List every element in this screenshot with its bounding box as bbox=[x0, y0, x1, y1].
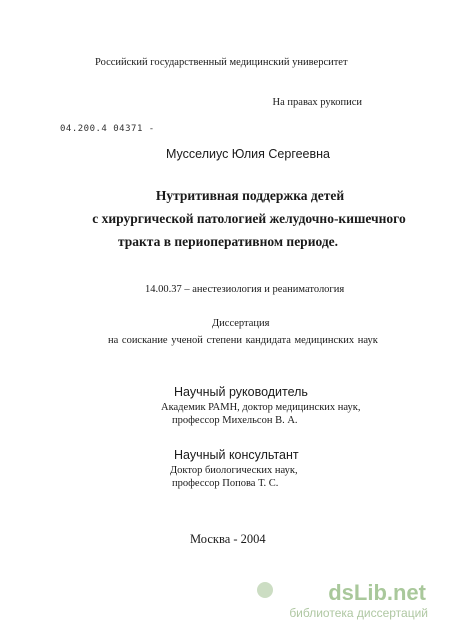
supervisor-credentials: Академик РАМН, доктор медицинских наук, bbox=[161, 402, 361, 413]
watermark-logo-text: dsLib.net bbox=[328, 580, 426, 605]
watermark-subtitle: библиотека диссертаций bbox=[289, 606, 428, 620]
title-line-2: с хирургической патологией желудочно-кишечного bbox=[92, 211, 406, 226]
consultant-credentials: Доктор биологических наук, bbox=[170, 465, 298, 476]
title-line-3: тракта в периоперативном периоде. bbox=[117, 234, 339, 249]
title-line-1: Нутритивная поддержка детей bbox=[155, 188, 345, 203]
dissertation-type: Диссертация bbox=[212, 318, 270, 329]
watermark-logo-icon bbox=[257, 582, 273, 598]
supervisor-name: профессор Михельсон В. А. bbox=[172, 415, 298, 426]
city-year: Москва - 2004 bbox=[190, 532, 266, 546]
specialty-code: 14.00.37 – анестезиология и реаниматология bbox=[145, 284, 345, 295]
dissertation-purpose: на соискание ученой степени кандидата медицинских наук bbox=[108, 335, 378, 346]
manuscript-rights-note: На правах рукописи bbox=[272, 97, 362, 108]
consultant-name: профессор Попова Т. С. bbox=[172, 478, 279, 489]
archive-number-stamp: 04.200.4 04371 - bbox=[60, 124, 155, 134]
dslib-watermark bbox=[257, 580, 432, 624]
university-name: Российский государственный медицинский университет bbox=[95, 57, 348, 68]
author-name: Мусселиус Юлия Сергеевна bbox=[166, 147, 331, 161]
supervisor-heading: Научный руководитель bbox=[174, 385, 308, 399]
consultant-heading: Научный консультант bbox=[174, 448, 299, 462]
dissertation-title bbox=[40, 184, 440, 253]
